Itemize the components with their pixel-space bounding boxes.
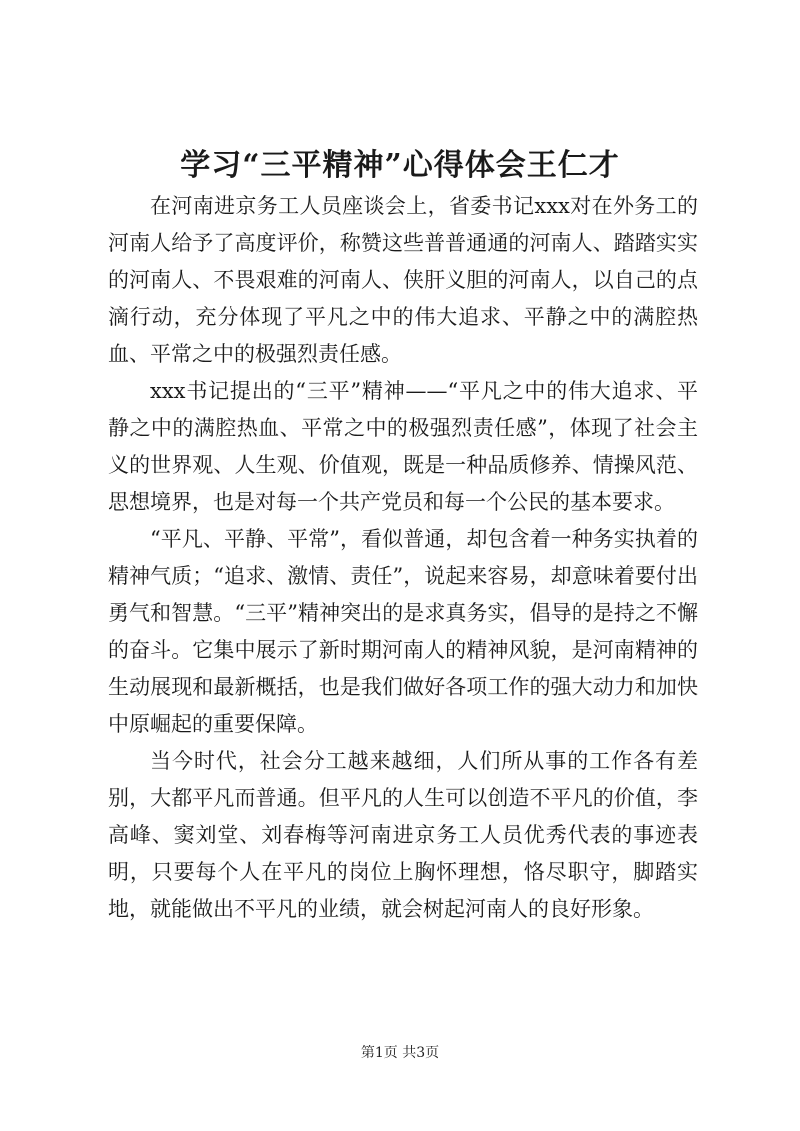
document-body [108,188,698,928]
document-title: 学习“三平精神”心得体会王仁才 [180,148,620,183]
paragraph: xxx书记提出的“三平”精神——“平凡之中的伟大追求、平静之中的满腔热血、平常之中的极强烈责任感”，体现了社会主义的世界观、人生观、价值观，既是一种品质修养、情操风范、思想境界，也是对每一个共产党员和每一个公民的基本要求。 [108,379,698,514]
page-number: 第1页 共3页 [360,1045,440,1061]
paragraph: 当今时代，社会分工越来越细，人们所从事的工作各有差别，大都平凡而普通。但平凡的人生可以创造不平凡的价值，李高峰、窦刘堂、刘春梅等河南进京务工人员优秀代表的事迹表明，只要每个人在平凡的岗位上胸怀理想，恪尽职守，脚踏实地，就能做出不平凡的业绩，就会树起河南人的良好形象。 [108,749,698,921]
paragraph: 在河南进京务工人员座谈会上，省委书记xxx对在外务工的河南人给予了高度评价，称赞这些普普通通的河南人、踏踏实实的河南人、不畏艰难的河南人、侠肝义胆的河南人，以自己的点滴行动，充分体现了平凡之中的伟大追求、平静之中的满腔热血、平常之中的极强烈责任感。 [108,194,698,366]
paragraph: “平凡、平静、平常”，看似普通，却包含着一种务实执着的精神气质；“追求、激情、责任”，说起来容易，却意味着要付出勇气和智慧。“三平”精神突出的是求真务实，倡导的是持之不懈的奋斗。它集中展示了新时期河南人的精神风貌，是河南精神的生动展现和最新概括，也是我们做好各项工作的强大动力和加快中原崛起的重要保障。 [108,527,698,736]
